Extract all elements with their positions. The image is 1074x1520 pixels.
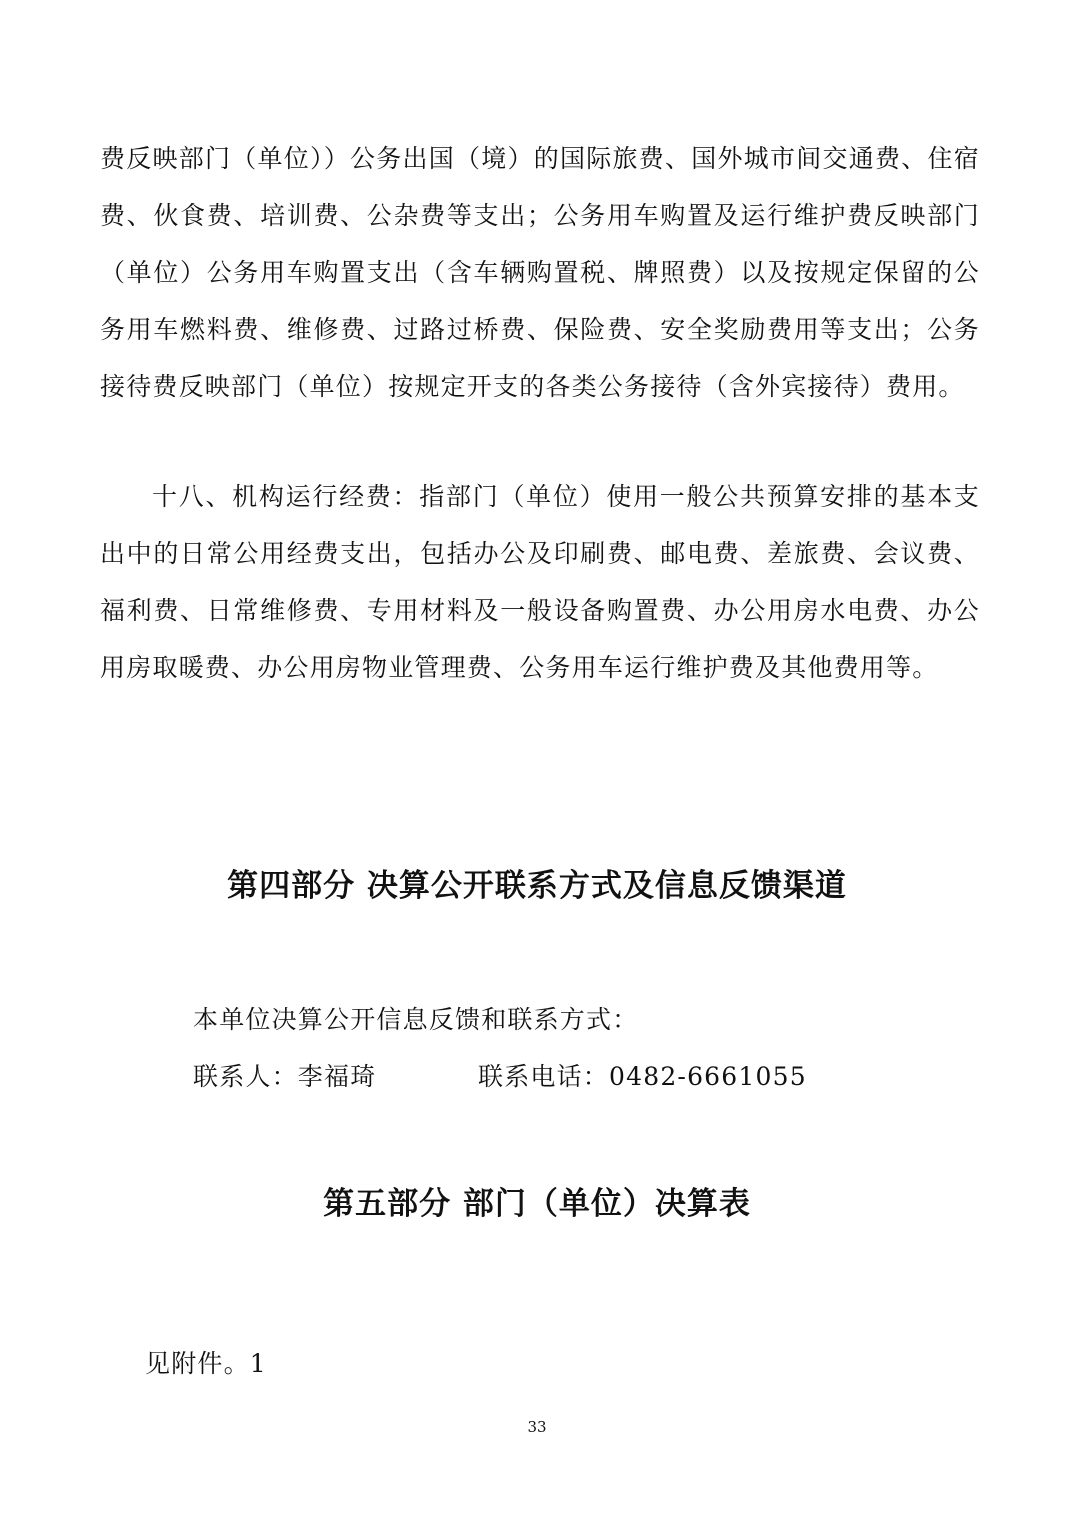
definition-paragraph-item-18: 十八、机构运行经费：指部门（单位）使用一般公共预算安排的基本支出中的日常公用经费支出，包括办公及印刷费、邮电费、差旅费、会议费、福利费、日常维修费、专用材料及一般设备购置费、办公用房水电费、办公用房取暖费、办公用房物业管理费、公务用车运行维护费及其他费用等。 (100, 482, 980, 682)
section-4-heading: 第四部分 决算公开联系方式及信息反馈渠道 (227, 868, 847, 904)
contact-phone: 联系电话：0482-6661055 (478, 1062, 807, 1091)
contact-row (193, 1057, 893, 1093)
contact-intro: 本单位决算公开信息反馈和联系方式： (193, 1005, 639, 1034)
attachment-note: 见附件。1 (145, 1349, 267, 1378)
definition-paragraph-continued: 费反映部门（单位））公务出国（境）的国际旅费、国外城市间交通费、住宿费、伙食费、培训费、公杂费等支出；公务用车购置及运行维护费反映部门（单位）公务用车购置支出（含车辆购置税、牌照费）以及按规定保留的公务用车燃料费、维修费、过路过桥费、保险费、安全奖励费用等支出；公务接待费反映部门（单位）按规定开支的各类公务接待（含外宾接待）费用。 (100, 144, 980, 401)
contact-person: 联系人：李福琦 (193, 1062, 377, 1091)
page-number: 33 (527, 1418, 547, 1436)
section-5-heading: 第五部分 部门（单位）决算表 (323, 1186, 751, 1222)
